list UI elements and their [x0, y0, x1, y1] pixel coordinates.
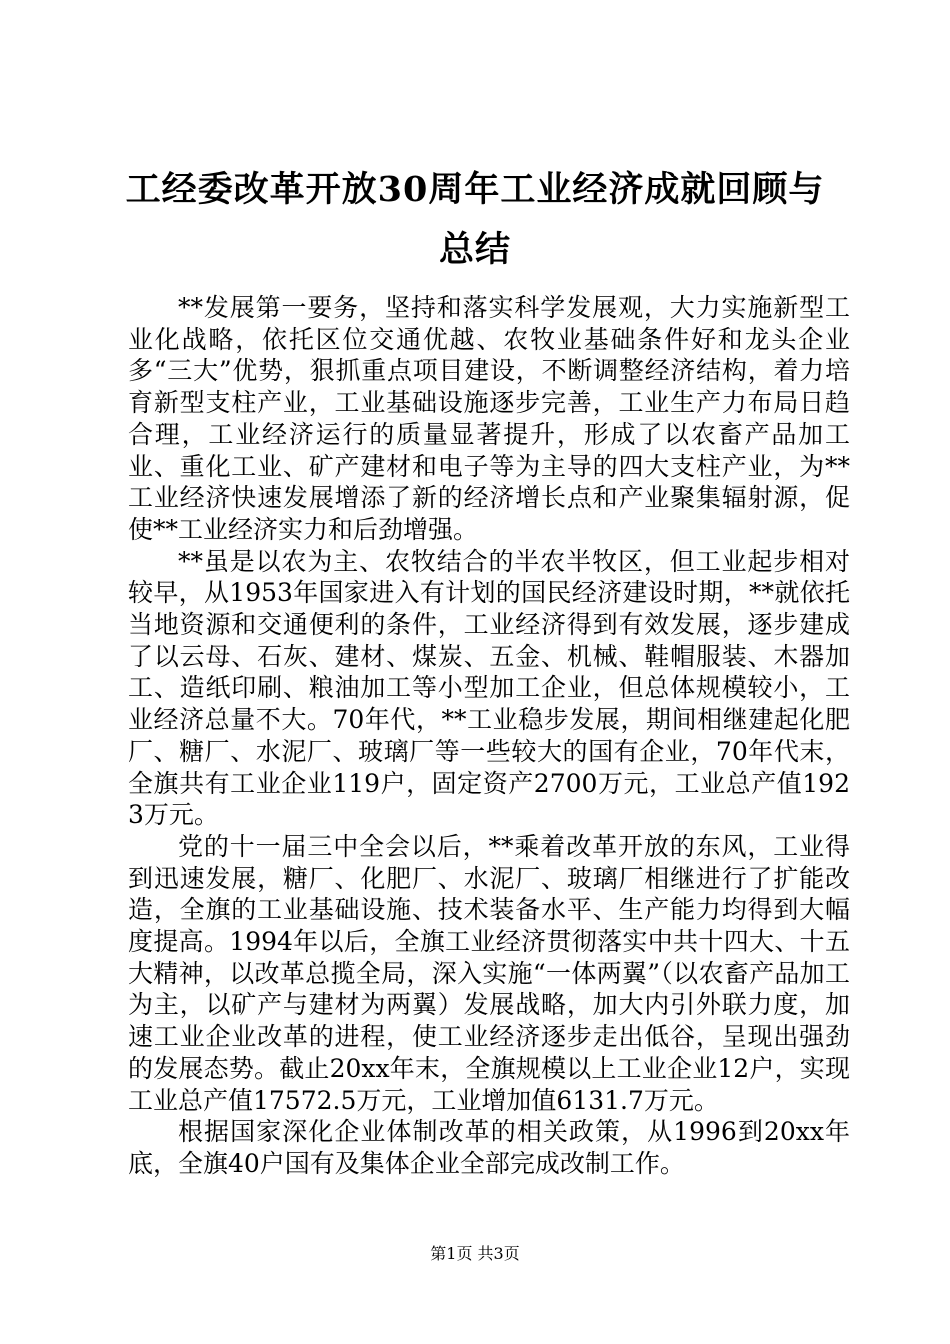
- paragraph-3: 党的十一届三中全会以后，**乘着改革开放的东风，工业得到迅速发展，糖厂、化肥厂、水泥厂、玻璃厂相继进行了扩能改造，全旗的工业基础设施、技术装备水平、生产能力均得到大幅度提高。1994年以后，全旗工业经济贯彻落实中共十四大、十五大精神，以改革总揽全局，深入实施“一体两翼”（以农畜产品加工为主，以矿产与建材为两翼）发展战略，加大内引外联力度，加速工业企业改革的进程，使工业经济逐步走出低谷，呈现出强劲的发展态势。截止20xx年末，全旗规模以上工业企业12户，实现工业总产值17572.5万元，工业增加值6131.7万元。: [128, 831, 850, 1115]
- title-line-2: 总结: [438, 229, 511, 270]
- title-line-1: 工经委改革开放30周年工业经济成就回顾与: [125, 169, 825, 210]
- paragraph-4: 根据国家深化企业体制改革的相关政策，从1996到20xx年底，全旗40户国有及集体企业全部完成改制工作。: [128, 1117, 850, 1178]
- document-body: [128, 292, 850, 1180]
- paragraph-1: **发展第一要务，坚持和落实科学发展观，大力实施新型工业化战略，依托区位交通优越、农牧业基础条件好和龙头企业多“三大”优势，狠抓重点项目建设，不断调整经济结构，着力培育新型支柱产业，工业基础设施逐步完善，工业生产力布局日趋合理，工业经济运行的质量显著提升，形成了以农畜产品加工业、重化工业、矿产建材和电子等为主导的四大支柱产业，为**工业经济快速发展增添了新的经济增长点和产业聚集辐射源，促使**工业经济实力和后劲增强。: [128, 293, 850, 544]
- paragraph-2: **虽是以农为主、农牧结合的半农半牧区，但工业起步相对较早，从1953年国家进入有计划的国民经济建设时期，**就依托当地资源和交通便利的条件，工业经济得到有效发展，逐步建成了以云母、石灰、建材、煤炭、五金、机械、鞋帽服装、木器加工、造纸印刷、粮油加工等小型加工企业，但总体规模较小，工业经济总量不大。70年代，**工业稳步发展，期间相继建起化肥厂、糖厂、水泥厂、玻璃厂等一些较大的国有企业，70年代末，全旗共有工业企业119户，固定资产2700万元，工业总产值1923万元。: [128, 546, 850, 830]
- page-footer: 第1页 共3页: [430, 1244, 520, 1263]
- document-title: [110, 160, 840, 280]
